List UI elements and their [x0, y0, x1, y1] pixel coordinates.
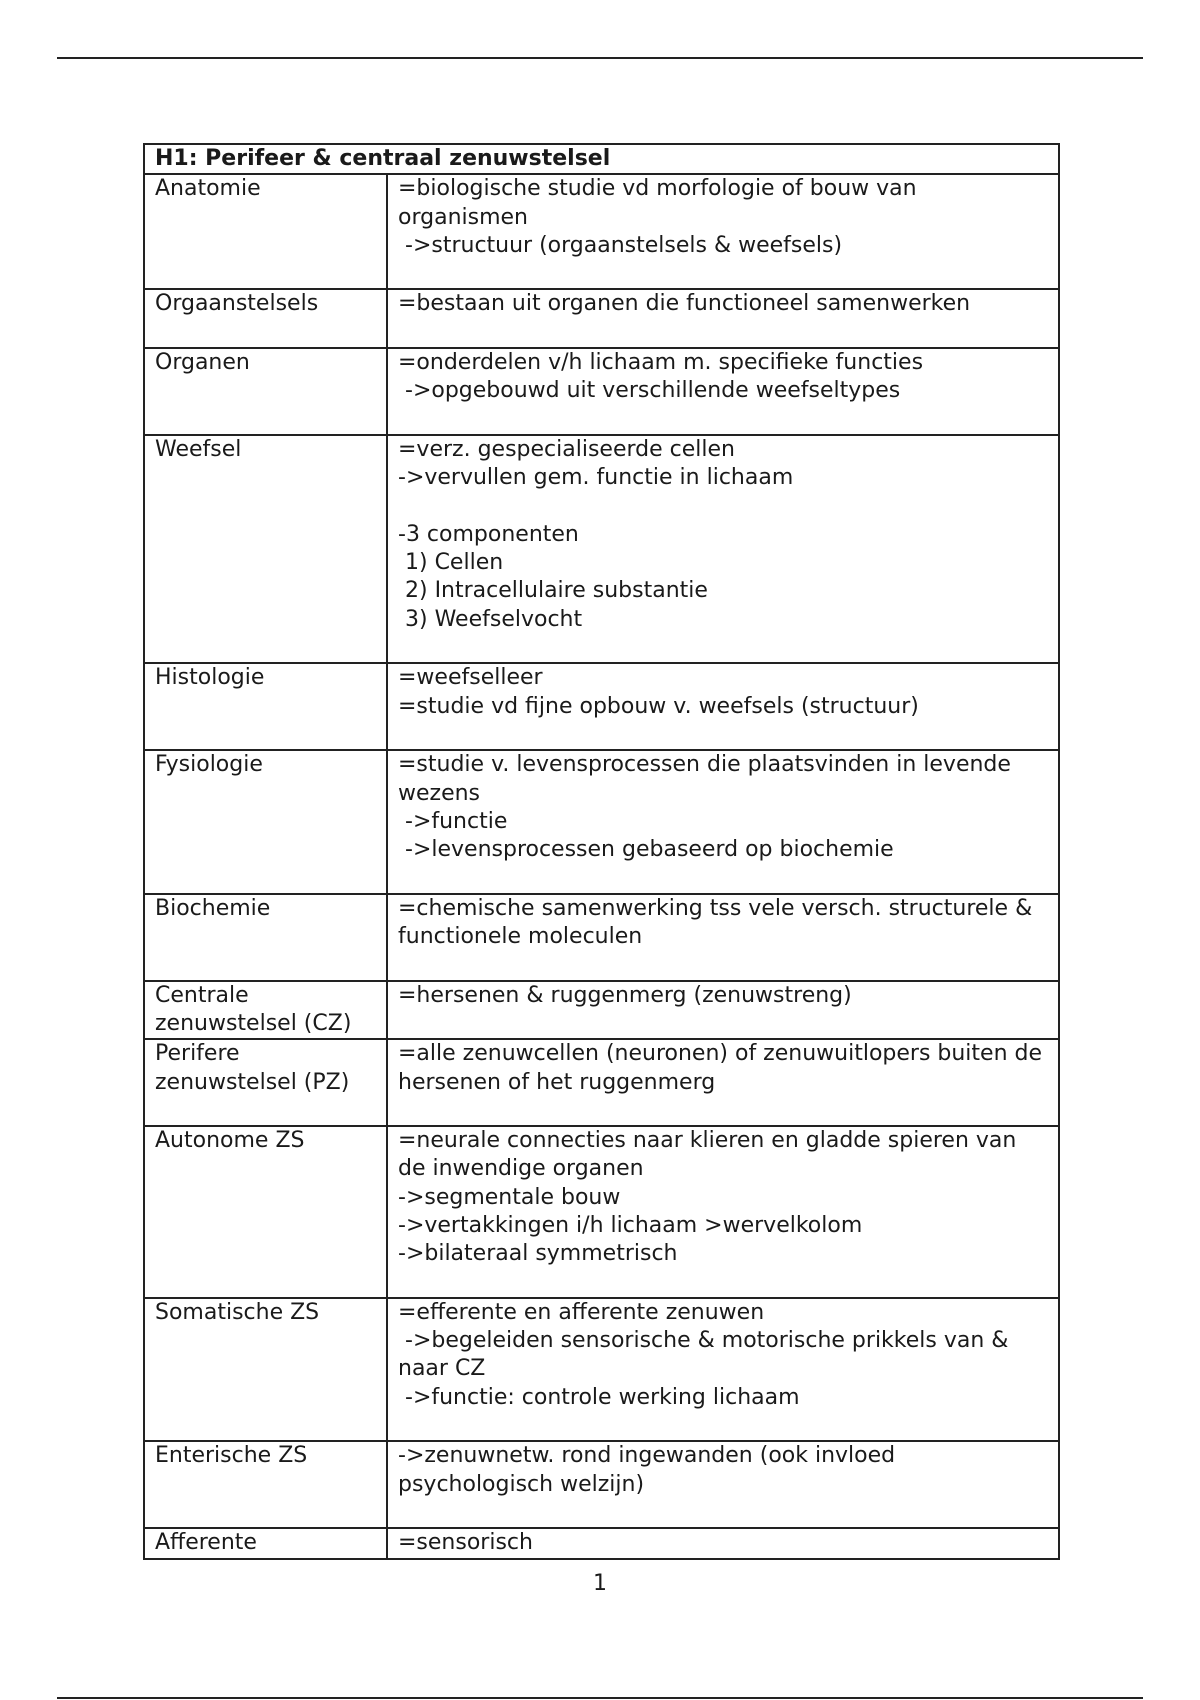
- table-row: [144, 1441, 1059, 1528]
- table-row: [144, 1298, 1059, 1441]
- page-number: 1: [593, 1571, 607, 1596]
- term-cell: Centrale zenuwstelsel (CZ): [144, 981, 387, 1040]
- footer-rule: [57, 1697, 1143, 1699]
- definition-cell: ->zenuwnetw. rond ingewanden (ook invloed psychologisch welzijn): [387, 1441, 1059, 1528]
- table-row: [144, 663, 1059, 750]
- definition-cell: =sensorisch: [387, 1528, 1059, 1558]
- term-cell: Autonome ZS: [144, 1126, 387, 1298]
- table-row: [144, 174, 1059, 289]
- table-row: [144, 1126, 1059, 1298]
- definition-cell: =efferente en afferente zenuwen ->begeleiden sensorische & motorische prikkels van & naar CZ ->functie: controle werking lichaam: [387, 1298, 1059, 1441]
- definition-cell: =onderdelen v/h lichaam m. specifieke functies ->opgebouwd uit verschillende weefseltypes: [387, 348, 1059, 435]
- term-cell: Organen: [144, 348, 387, 435]
- term-cell: Perifere zenuwstelsel (PZ): [144, 1039, 387, 1126]
- table-row: [144, 894, 1059, 981]
- term-cell: Fysiologie: [144, 750, 387, 893]
- term-cell: Orgaanstelsels: [144, 289, 387, 348]
- chapter-heading: H1: Perifeer & centraal zenuwstelsel: [144, 144, 1059, 174]
- definition-cell: =biologische studie vd morfologie of bouw van organismen ->structuur (orgaanstelsels & weefsels): [387, 174, 1059, 289]
- table-row: [144, 435, 1059, 663]
- definition-cell: =hersenen & ruggenmerg (zenuwstreng): [387, 981, 1059, 1040]
- definition-cell: =weefselleer =studie vd fijne opbouw v. weefsels (structuur): [387, 663, 1059, 750]
- table-row: [144, 750, 1059, 893]
- definition-cell: =bestaan uit organen die functioneel samenwerken: [387, 289, 1059, 348]
- header-rule: [57, 57, 1143, 59]
- term-cell: Histologie: [144, 663, 387, 750]
- term-cell: Afferente: [144, 1528, 387, 1558]
- term-cell: Somatische ZS: [144, 1298, 387, 1441]
- term-cell: Weefsel: [144, 435, 387, 663]
- definition-cell: =alle zenuwcellen (neuronen) of zenuwuitlopers buiten de hersenen of het ruggenmerg: [387, 1039, 1059, 1126]
- table-row: [144, 1039, 1059, 1126]
- table-row: [144, 348, 1059, 435]
- term-cell: Anatomie: [144, 174, 387, 289]
- definition-cell: =neurale connecties naar klieren en gladde spieren van de inwendige organen ->segmentale bouw ->vertakkingen i/h lichaam >wervelkolom ->bilateraal symmetrisch: [387, 1126, 1059, 1298]
- definition-cell: =studie v. levensprocessen die plaatsvinden in levende wezens ->functie ->levensprocessen gebaseerd op biochemie: [387, 750, 1059, 893]
- table-heading-row: [144, 144, 1059, 174]
- table-row: [144, 981, 1059, 1040]
- notes-table: [143, 143, 1060, 1560]
- term-cell: Biochemie: [144, 894, 387, 981]
- definition-cell: =chemische samenwerking tss vele versch. structurele & functionele moleculen: [387, 894, 1059, 981]
- table-row: [144, 1528, 1059, 1558]
- definition-cell: =verz. gespecialiseerde cellen ->vervullen gem. functie in lichaam -3 componenten 1) Cellen 2) Intracellulaire substantie 3) Weefselvocht: [387, 435, 1059, 663]
- term-cell: Enterische ZS: [144, 1441, 387, 1528]
- table-row: [144, 289, 1059, 348]
